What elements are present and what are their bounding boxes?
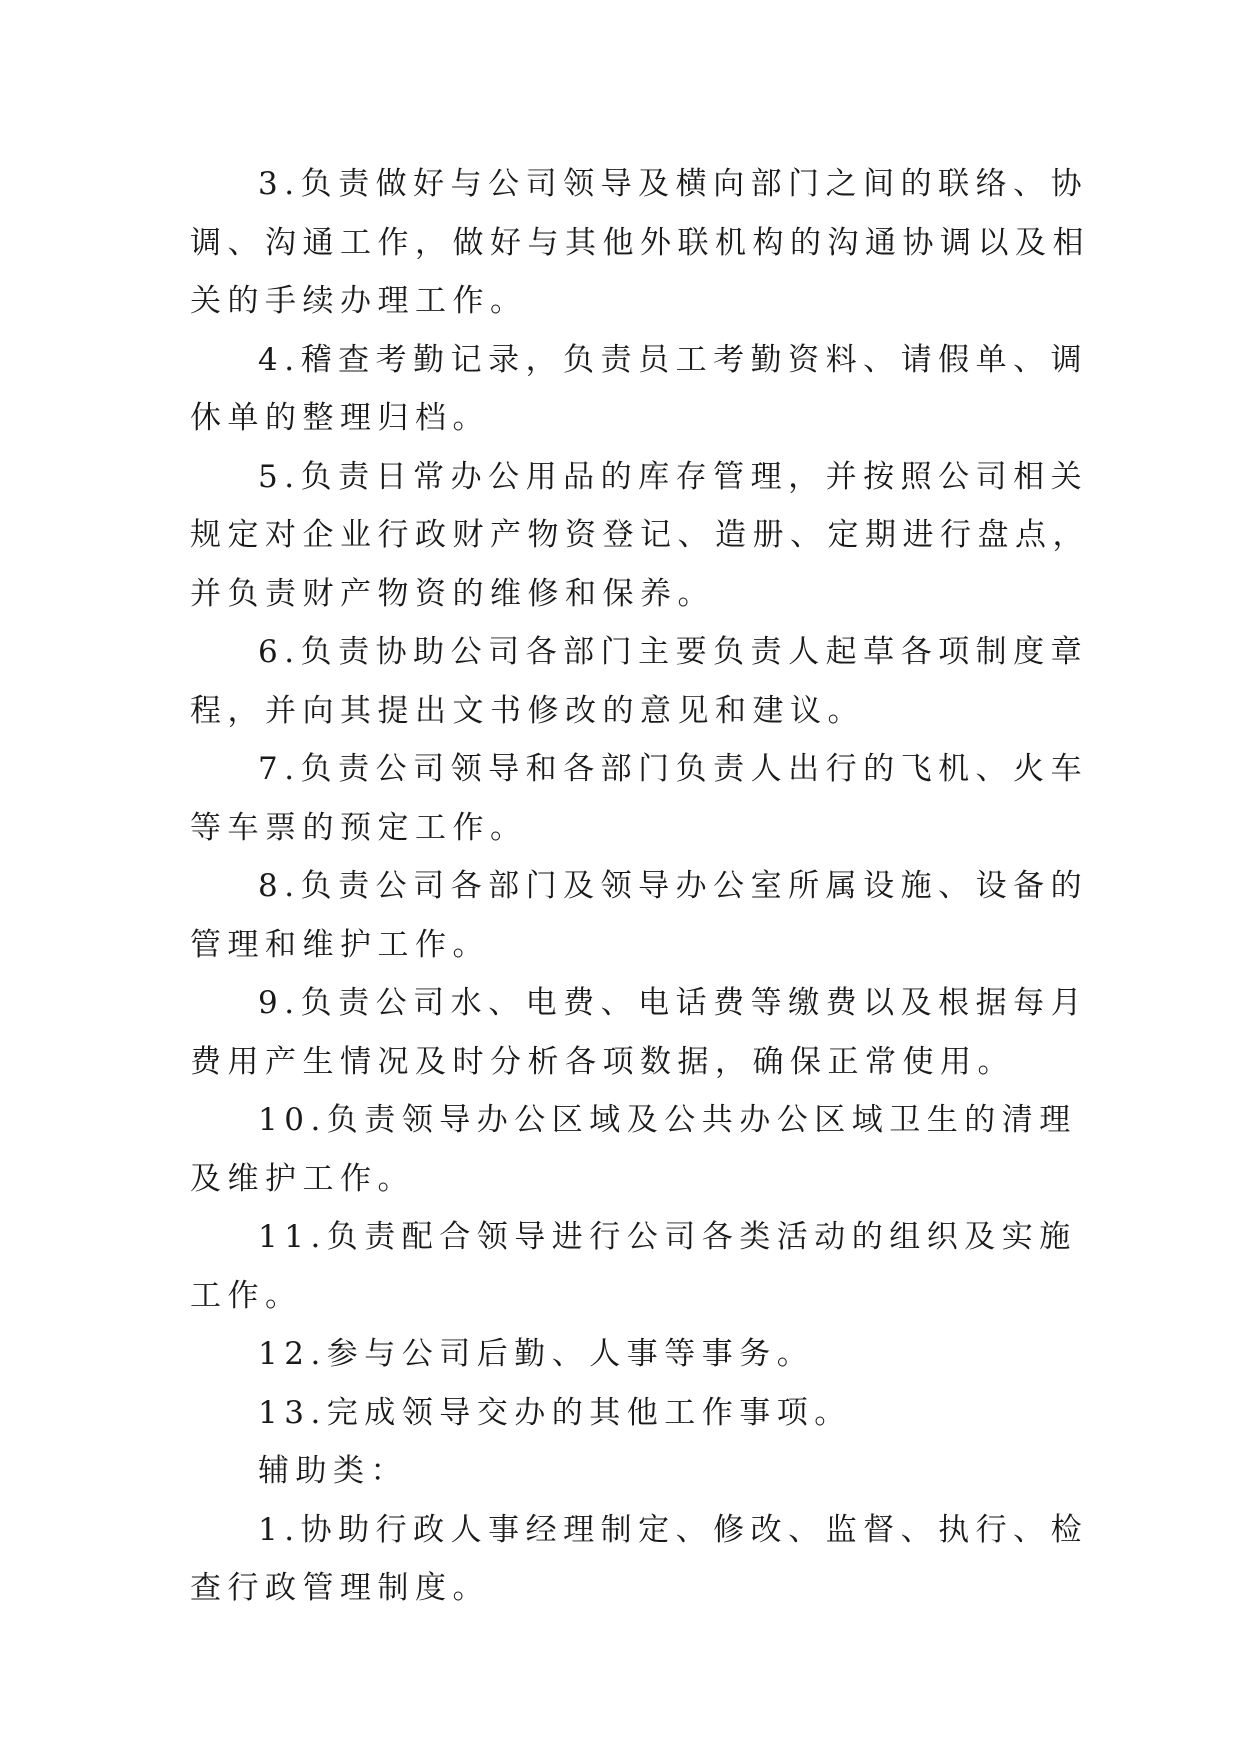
paragraph-item-3: 3.负责做好与公司领导及横向部门之间的联络、协调、沟通工作，做好与其他外联机构的沟通协调以及相关的手续办理工作。: [190, 166, 1090, 319]
paragraph-item-6: 6.负责协助公司各部门主要负责人起草各项制度章程，并向其提出文书修改的意见和建议。: [190, 634, 1089, 729]
document-body: [190, 155, 1090, 1618]
paragraph-item-7: 7.负责公司领导和各部门负责人出行的飞机、火车等车票的预定工作。: [190, 751, 1089, 846]
paragraph-item-9: 9.负责公司水、电费、电话费等缴费以及根据每月费用产生情况及时分析各项数据，确保正常使用。: [190, 985, 1089, 1080]
paragraph-item-5: 5.负责日常办公用品的库存管理，并按照公司相关规定对企业行政财产物资登记、造册、定期进行盘点，并负责财产物资的维修和保养。: [190, 458, 1090, 612]
paragraph-item-13: 13.完成领导交办的其他工作事项。: [258, 1394, 852, 1431]
section-heading-auxiliary: 辅助类：: [258, 1453, 408, 1489]
paragraph-item-4: 4.稽查考勤记录，负责员工考勤资料、请假单、调休单的整理归档。: [190, 341, 1089, 436]
paragraph-item-12: 12.参与公司后勤、人事等事务。: [258, 1336, 815, 1372]
paragraph-item-11: 11.负责配合领导进行公司各类活动的组织及实施工作。: [190, 1219, 1077, 1314]
paragraph-item-8: 8.负责公司各部门及领导办公室所属设施、设备的管理和维护工作。: [190, 868, 1089, 963]
paragraph-item-10: 10.负责领导办公区域及公共办公区域卫生的清理及维护工作。: [190, 1102, 1077, 1197]
paragraph-auxiliary-item-1: 1.协助行政人事经理制定、修改、监督、执行、检查行政管理制度。: [190, 1511, 1089, 1606]
